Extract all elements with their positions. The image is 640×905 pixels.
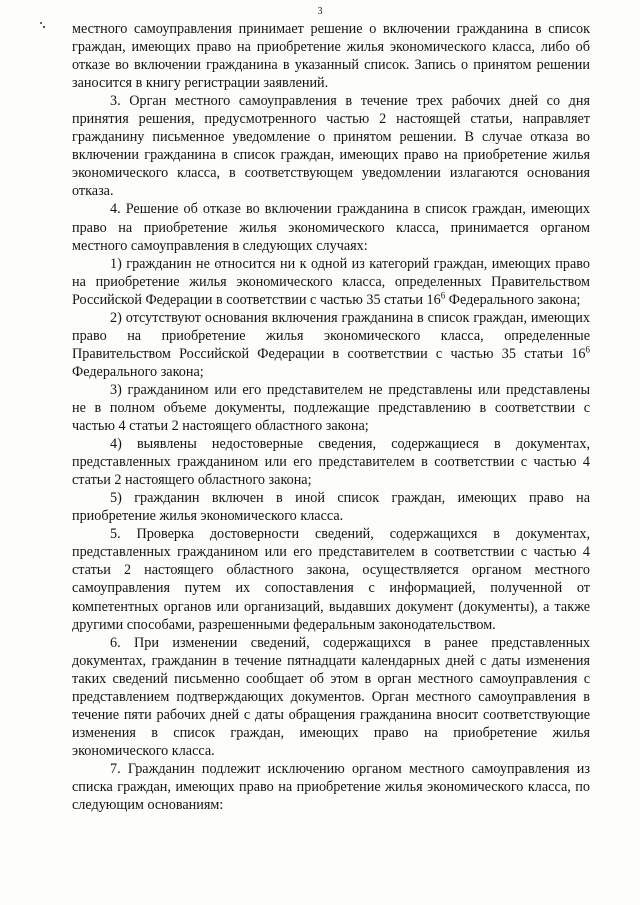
superscript: 6 <box>585 344 590 355</box>
paragraph-7: 7. Гражданин подлежит исключению органом местного самоуправления из списка граждан, имеющих право на приобретение жилья экономического класса, по следующим основаниям: <box>72 760 590 814</box>
list-item-4-1: 1) гражданин не относится ни к одной из категорий граждан, имеющих право на приобретение жилья экономического класса, определенных Правительством Российской Федерации в соответствии с частью 35 статьи $16^6$ Федерального закона; <box>72 255 590 308</box>
scan-speck <box>40 22 42 24</box>
paragraph-continuation: местного самоуправления принимает решение о включении гражданина в список граждан, имеющих право на приобретение жилья экономического класса, либо об отказе во включении гражданина в указанный список. Запись о принятом решении заносится в книгу регистрации заявлений. <box>72 21 590 92</box>
list-item-4-5: 5) гражданин включен в иной список граждан, имеющих право на приобретение жилья экономического класса. <box>72 490 590 525</box>
list-item-4-2: 2) отсутствуют основания включения гражданина в список граждан, имеющих право на приобретение жилья экономического класса, определенные Правительством Российской Федерации в соответствии с частью 35 статьи $16^6$ Федерального закона; <box>72 309 590 380</box>
document-body <box>72 20 590 814</box>
paragraph-3: 3. Орган местного самоуправления в течение трех рабочих дней со дня принятия решения, предусмотренного частью 2 настоящей статьи, направляет гражданину письменное уведомление о принятом решении. В случае отказа во включении гражданина в список граждан, имеющих право на приобретение жилья экономического класса, в соответствующем уведомлении излагаются основания отказа. <box>72 93 590 200</box>
superscript: 6 <box>440 289 446 300</box>
paragraph-4: 4. Решение об отказе во включении гражданина в список граждан, имеющих право на приобретение жилья экономического класса, принимается органом местного самоуправления в следующих случаях: <box>72 201 590 254</box>
list-item-4-3: 3) гражданином или его представителем не представлены или представлены не в полном объеме документы, подлежащие представлению в соответствии с частью 4 статьи 2 настоящего областного закона; <box>72 381 590 435</box>
page-number: 3 <box>317 6 323 17</box>
paragraph-5: 5. Проверка достоверности сведений, содержащихся в документах, представленных гражданином или его представителем в соответствии с частью 4 статьи 2 настоящего областного закона, осуществляется органом местного самоуправления путем их сопоставления с информацией, полученной от компетентных органов или организаций, выдавших документ (документы), а также другими способами, разрешенными федеральным законодательством. <box>72 526 590 633</box>
list-item-4-4: 4) выявлены недостоверные сведения, содержащиеся в документах, представленных гражданином или его представителем в соответствии с частью 4 статьи 2 настоящего областного закона; <box>72 436 590 489</box>
paragraph-6: 6. При изменении сведений, содержащихся в ранее представленных документах, гражданин в течение пятнадцати календарных дней с даты изменения таких сведений письменно сообщает об этом в орган местного самоуправления с представлением подтверждающих документов. Орган местного самоуправления в течение пяти рабочих дней с даты обращения гражданина вносит соответствующие изменения в список граждан, имеющих право на приобретение жилья экономического класса. <box>72 634 590 759</box>
scan-speck <box>43 26 45 28</box>
